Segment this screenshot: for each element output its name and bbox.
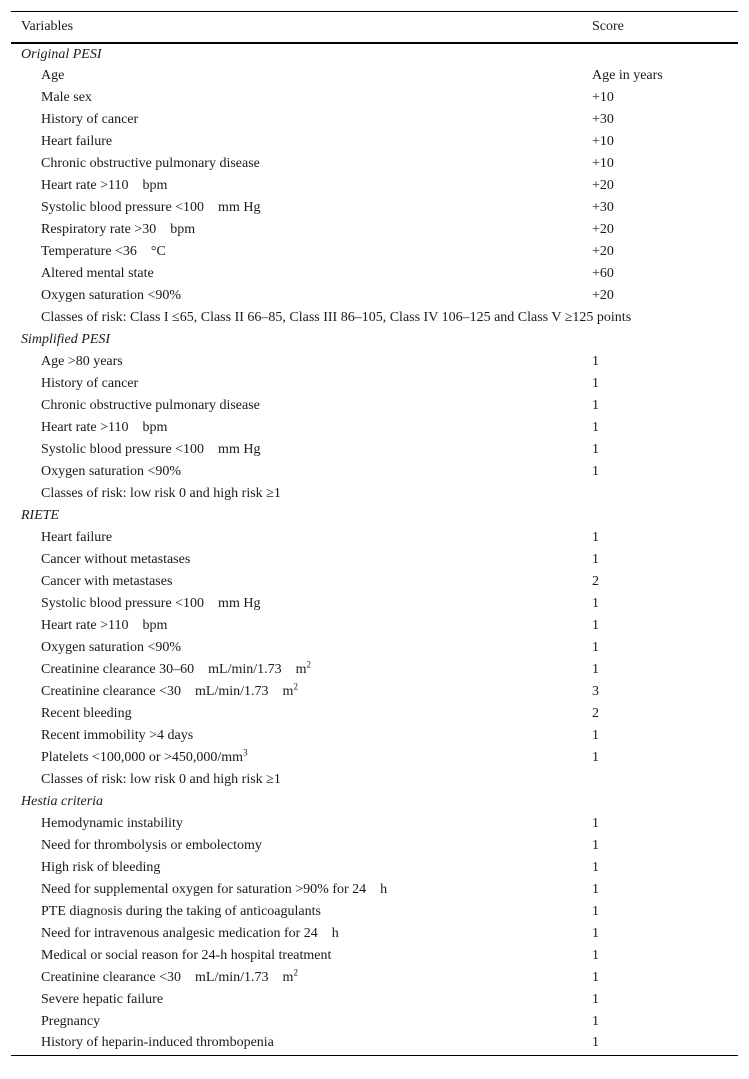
variable-label: Cancer with metastases <box>41 574 173 589</box>
score-cell: 1 <box>592 442 599 457</box>
score-cell: 2 <box>592 574 599 589</box>
risk-classes-note: Classes of risk: low risk 0 and high risk ≥1 <box>41 772 281 787</box>
unit-superscript: 2 <box>293 967 298 978</box>
section-header-row <box>11 791 738 813</box>
risk-classes-note: Classes of risk: Class I ≤65, Class II 66–85, Class III 86–105, Class IV 106–125 and Class V ≥125 points <box>41 310 632 325</box>
variable-cell <box>11 549 592 571</box>
table-row <box>11 439 738 461</box>
variable-cell <box>11 879 592 901</box>
score-cell: 1 <box>592 420 599 435</box>
score-cell: +20 <box>592 178 614 193</box>
table-row <box>11 527 738 549</box>
table-row <box>11 571 738 593</box>
score-cell: 1 <box>592 1034 599 1050</box>
variable-label: Recent immobility >4 days <box>41 728 194 743</box>
variable-label: Systolic blood pressure <100 mm Hg <box>41 596 261 611</box>
score-cell: 1 <box>592 926 599 941</box>
table-row <box>11 109 738 131</box>
variable-label: Heart rate >110 bpm <box>41 420 168 435</box>
score-cell: 1 <box>592 530 599 545</box>
variable-label: Heart failure <box>41 530 113 545</box>
score-cell: 1 <box>592 904 599 919</box>
variable-label: Creatinine clearance 30–60 mL/min/1.73 m <box>41 662 307 677</box>
variable-cell <box>11 373 592 395</box>
score-cell: +30 <box>592 112 614 127</box>
score-cell: 1 <box>592 750 599 765</box>
risk-classes-row <box>11 769 738 791</box>
variable-cell <box>11 703 592 725</box>
risk-classes-note: Classes of risk: low risk 0 and high risk ≥1 <box>41 486 281 501</box>
variable-cell <box>11 571 592 593</box>
variable-cell <box>11 1033 592 1055</box>
score-cell: Age in years <box>592 68 663 83</box>
score-cell: +20 <box>592 222 614 237</box>
table-row <box>11 659 738 681</box>
score-cell: 1 <box>592 640 599 655</box>
variable-label: Oxygen saturation <90% <box>41 288 182 303</box>
variable-cell <box>11 659 592 681</box>
variable-label: Oxygen saturation <90% <box>41 464 182 479</box>
variable-cell <box>11 417 592 439</box>
table-row <box>11 351 738 373</box>
score-cell: +20 <box>592 244 614 259</box>
table-header-row <box>11 12 738 44</box>
variable-label: Chronic obstructive pulmonary disease <box>41 156 260 171</box>
score-cell: +60 <box>592 266 614 281</box>
table-row <box>11 175 738 197</box>
table-row <box>11 901 738 923</box>
table-row <box>11 967 738 989</box>
variable-label: Platelets <100,000 or >450,000/mm <box>41 750 244 765</box>
table-row <box>11 549 738 571</box>
variable-cell <box>11 945 592 967</box>
variable-cell <box>11 923 592 945</box>
score-cell: 1 <box>592 618 599 633</box>
variable-cell <box>11 637 592 659</box>
table-row <box>11 285 738 307</box>
variable-cell <box>11 967 592 989</box>
variable-label: Heart rate >110 bpm <box>41 618 168 633</box>
table-row <box>11 65 738 87</box>
variable-label: Severe hepatic failure <box>41 992 164 1007</box>
score-cell: 1 <box>592 376 599 391</box>
score-cell: 1 <box>592 838 599 853</box>
variable-label: Chronic obstructive pulmonary disease <box>41 398 260 413</box>
table-row <box>11 681 738 703</box>
table-row <box>11 241 738 263</box>
variable-label: History of heparin-induced thrombopenia <box>41 1034 274 1050</box>
variable-label: Male sex <box>41 90 92 105</box>
variable-label: Need for thrombolysis or embolectomy <box>41 838 262 853</box>
variable-cell <box>11 219 592 241</box>
variable-label: Systolic blood pressure <100 mm Hg <box>41 442 261 457</box>
variable-cell <box>11 527 592 549</box>
variable-label: Need for supplemental oxygen for saturation >90% for 24 h <box>41 882 388 897</box>
variable-cell <box>11 1011 592 1033</box>
score-cell: +10 <box>592 134 614 149</box>
variable-label: Pregnancy <box>41 1014 101 1029</box>
table-row <box>11 637 738 659</box>
variable-cell <box>11 109 592 131</box>
table-row <box>11 417 738 439</box>
section-title: RIETE <box>21 508 60 523</box>
table-row <box>11 219 738 241</box>
variable-label: Creatinine clearance <30 mL/min/1.73 m <box>41 684 294 699</box>
variable-label: Temperature <36 °C <box>41 244 166 259</box>
table-row <box>11 1011 738 1033</box>
score-cell: 1 <box>592 816 599 831</box>
score-cell: 1 <box>592 1014 599 1029</box>
score-cell: 1 <box>592 354 599 369</box>
table-row <box>11 461 738 483</box>
variable-label: PTE diagnosis during the taking of anticoagulants <box>41 904 321 919</box>
variable-cell <box>11 439 592 461</box>
score-cell: 1 <box>592 728 599 743</box>
variable-cell <box>11 725 592 747</box>
score-cell: +10 <box>592 156 614 171</box>
score-cell: 1 <box>592 860 599 875</box>
table-row <box>11 945 738 967</box>
variable-label: Creatinine clearance <30 mL/min/1.73 m <box>41 970 294 985</box>
variable-cell <box>11 153 592 175</box>
variable-label: Altered mental state <box>41 266 154 281</box>
variable-cell <box>11 461 592 483</box>
unit-superscript: 2 <box>293 681 298 692</box>
section-title: Simplified PESI <box>21 332 111 347</box>
table-row <box>11 197 738 219</box>
table-row <box>11 747 738 769</box>
variable-cell <box>11 395 592 417</box>
table-row <box>11 857 738 879</box>
score-cell: 1 <box>592 398 599 413</box>
variable-cell <box>11 131 592 153</box>
variable-cell <box>11 593 592 615</box>
variable-label: Need for intravenous analgesic medication for 24 h <box>41 926 339 941</box>
section-title: Hestia criteria <box>21 794 104 809</box>
table-row <box>11 1033 738 1055</box>
score-cell: 1 <box>592 970 599 985</box>
variable-cell <box>11 857 592 879</box>
variable-label: Respiratory rate >30 bpm <box>41 222 196 237</box>
score-cell: 1 <box>592 662 599 677</box>
variable-cell <box>11 351 592 373</box>
variable-cell <box>11 197 592 219</box>
variable-cell <box>11 241 592 263</box>
table-row <box>11 615 738 637</box>
variable-label: Medical or social reason for 24-h hospital treatment <box>41 948 332 963</box>
variable-label: Heart rate >110 bpm <box>41 178 168 193</box>
table-row <box>11 989 738 1011</box>
variable-cell <box>11 747 592 769</box>
score-cell: 1 <box>592 464 599 479</box>
score-column-header: Score <box>592 19 624 34</box>
variable-cell <box>11 989 592 1011</box>
variable-label: Oxygen saturation <90% <box>41 640 182 655</box>
score-cell: 1 <box>592 948 599 963</box>
risk-score-table <box>11 11 738 1056</box>
variable-cell <box>11 813 592 835</box>
unit-superscript: 2 <box>306 659 312 670</box>
table-row <box>11 923 738 945</box>
table-row <box>11 835 738 857</box>
variable-label: Hemodynamic instability <box>41 816 183 831</box>
table-row <box>11 813 738 835</box>
variable-cell <box>11 263 592 285</box>
risk-classes-row <box>11 307 738 329</box>
variable-label: Recent bleeding <box>41 706 132 721</box>
section-title: Original PESI <box>21 46 102 62</box>
score-cell: +20 <box>592 288 614 303</box>
variable-cell <box>11 901 592 923</box>
table-row <box>11 153 738 175</box>
table-row <box>11 703 738 725</box>
score-cell: 2 <box>592 706 599 721</box>
score-cell: 1 <box>592 992 599 1007</box>
section-header-row <box>11 43 738 65</box>
score-cell: 1 <box>592 882 599 897</box>
variable-cell <box>11 175 592 197</box>
variable-label: Systolic blood pressure <100 mm Hg <box>41 200 261 215</box>
variable-cell <box>11 681 592 703</box>
table-row <box>11 87 738 109</box>
score-cell: +10 <box>592 90 614 105</box>
variable-label: Heart failure <box>41 134 113 149</box>
variable-cell <box>11 87 592 109</box>
score-cell: +30 <box>592 200 614 215</box>
score-cell: 3 <box>592 684 599 699</box>
score-cell: 1 <box>592 596 599 611</box>
risk-classes-row <box>11 483 738 505</box>
variable-label: Age >80 years <box>41 354 123 369</box>
variables-column-header: Variables <box>21 19 74 34</box>
risk-score-table-container <box>11 11 738 1056</box>
table-row <box>11 879 738 901</box>
variable-label: History of cancer <box>41 376 139 391</box>
section-header-row <box>11 505 738 527</box>
unit-superscript: 3 <box>243 747 248 758</box>
variable-label: High risk of bleeding <box>41 860 161 875</box>
variable-cell <box>11 285 592 307</box>
score-cell: 1 <box>592 552 599 567</box>
table-row <box>11 395 738 417</box>
section-header-row <box>11 329 738 351</box>
table-row <box>11 725 738 747</box>
table-body <box>11 43 738 1055</box>
table-row <box>11 593 738 615</box>
table-row <box>11 263 738 285</box>
variable-cell <box>11 615 592 637</box>
table-row <box>11 131 738 153</box>
variable-cell <box>11 835 592 857</box>
variable-cell <box>11 65 592 87</box>
variable-label: Cancer without metastases <box>41 552 191 567</box>
variable-label: Age <box>41 68 65 83</box>
table-row <box>11 373 738 395</box>
variable-label: History of cancer <box>41 112 139 127</box>
